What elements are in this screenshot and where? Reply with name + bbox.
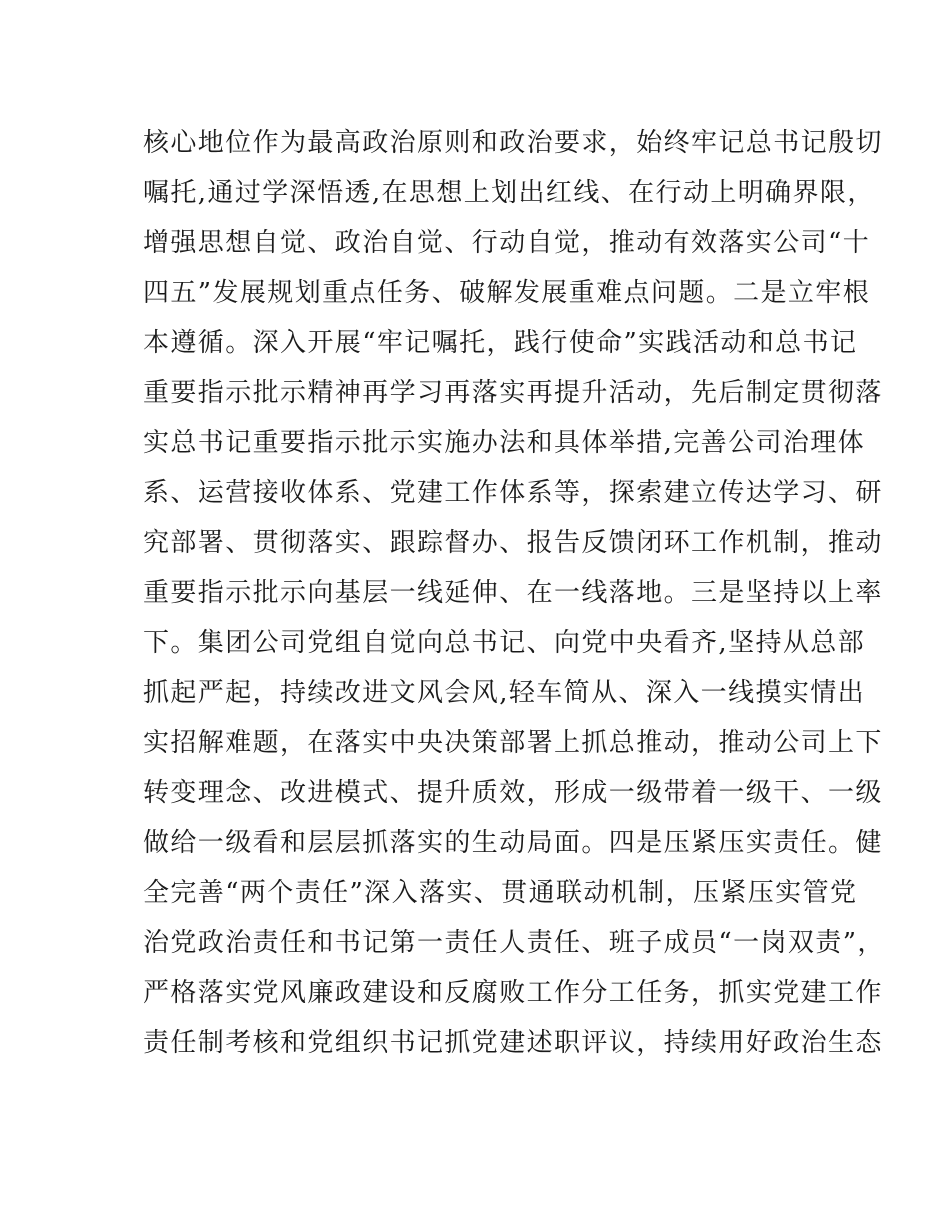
body-text-line: 系、运营接收体系、党建工作体系等，探索建立传达学习、研 [143, 478, 883, 508]
body-text-line: 嘱托,通过学深悟透,在思想上划出红线、在行动上明确界限， [143, 178, 875, 208]
body-text-line: 严格落实党风廉政建设和反腐败工作分工任务，抓实党建工作 [143, 978, 883, 1008]
body-text-line: 转变理念、改进模式、提升质效，形成一级带着一级干、一级 [143, 778, 883, 808]
body-text-line: 责任制考核和党组织书记抓党建述职评议，持续用好政治生态 [143, 1028, 883, 1058]
body-text-line: 重要指示批示向基层一线延伸、在一线落地。三是坚持以上率 [143, 578, 883, 608]
body-text-line: 治党政治责任和书记第一责任人责任、班子成员“一岗双责”， [143, 928, 885, 958]
body-text-line: 实招解难题，在落实中央决策部署上抓总推动，推动公司上下 [143, 728, 883, 758]
body-text-line: 下。集团公司党组自觉向总书记、向党中央看齐,坚持从总部 [143, 628, 866, 658]
body-text-line: 抓起严起，持续改进文风会风,轻车简从、深入一线摸实情出 [143, 678, 866, 708]
body-text-line: 重要指示批示精神再学习再落实再提升活动，先后制定贯彻落 [143, 378, 883, 408]
body-text-line: 四五”发展规划重点任务、破解发展重难点问题。二是立牢根 [143, 278, 871, 308]
body-text-line: 增强思想自觉、政治自觉、行动自觉，推动有效落实公司“十 [143, 228, 871, 258]
body-text-line: 核心地位作为最高政治原则和政治要求，始终牢记总书记殷切 [143, 128, 883, 158]
body-text-line: 本遵循。深入开展“牢记嘱托，践行使命”实践活动和总书记 [143, 328, 858, 358]
body-text-line: 全完善“两个责任”深入落实、贯通联动机制，压紧压实管党 [143, 878, 858, 908]
body-text-line: 实总书记重要指示批示实施办法和具体举措,完善公司治理体 [143, 428, 866, 458]
body-text-line: 做给一级看和层层抓落实的生动局面。四是压紧压实责任。健 [143, 828, 883, 858]
body-text-line: 究部署、贯彻落实、跟踪督办、报告反馈闭环工作机制，推动 [143, 528, 883, 558]
